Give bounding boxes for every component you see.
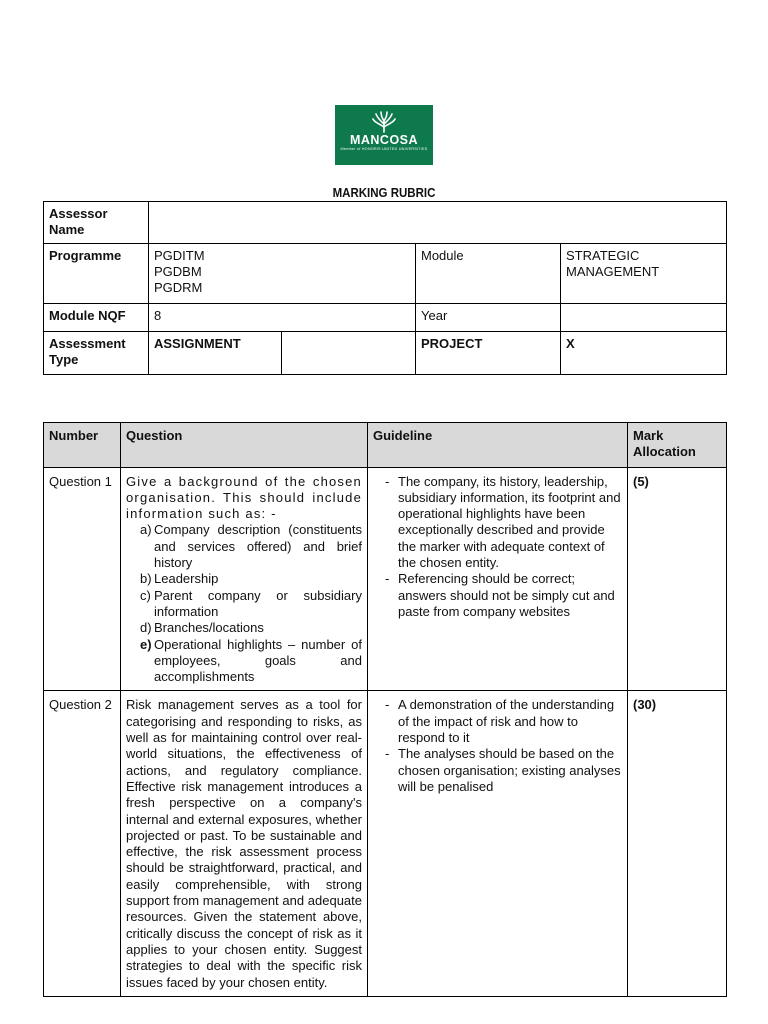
module-label: Module <box>416 243 561 303</box>
list-item: a) Company description (constituents and services offered) and brief history <box>140 522 362 571</box>
assessment-type-label: Assessment Type <box>44 331 149 374</box>
programme-item: PGDITM <box>154 247 205 263</box>
nqf-label: Module NQF <box>44 303 149 331</box>
header-question: Question <box>121 423 368 468</box>
logo-subtitle: Member of HONORIS UNITED UNIVERSITIES <box>340 147 428 151</box>
logo-wordmark: MANCOSA <box>349 133 419 147</box>
header-mark: Mark Allocation <box>628 423 727 468</box>
question-number: Question 1 <box>44 467 121 691</box>
list-item: d) Branches/locations <box>140 620 264 636</box>
module-value: STRATEGIC MANAGEMENT <box>561 243 727 303</box>
page-title: MARKING RUBRIC <box>332 186 436 200</box>
question-text: Risk management serves as a tool for categorising and responding to risks, as well as for maintaining control over real-world situations, the effectiveness of actions, and regulatory compliance. Effective risk management introduces a fresh perspective on a company's internal and external exposures, whether projected or past. To be sustainable and effective, the risk assessment process should be straightforward, practical, and easily comprehensible, with strong support from management and adequate resources. Given the statement above, critically discuss the concept of risk as it applies to your chosen entity. Suggest strategies to deal with the specific risk issues faced by your chosen entity. <box>121 691 368 996</box>
tree-logo-icon <box>371 111 397 133</box>
rubric-header-row <box>44 423 727 468</box>
guideline-items <box>373 474 622 621</box>
nqf-value: 8 <box>149 303 416 331</box>
list-item: - The analyses should be based on the chosen organisation; existing analyses will be penalised <box>385 746 621 794</box>
assessor-row <box>44 202 727 244</box>
list-item: c) Parent company or subsidiary information <box>140 587 362 619</box>
assessor-label: Assessor Name <box>44 202 149 244</box>
programme-list <box>149 243 416 303</box>
rubric-table <box>43 422 727 997</box>
assessor-value <box>149 202 727 244</box>
year-value <box>561 303 727 331</box>
guideline-text <box>368 467 628 691</box>
assessment-row <box>44 331 727 374</box>
programme-label: Programme <box>44 243 149 303</box>
list-item: - The company, its history, leadership, subsidiary information, its footprint and operational highlights have been exceptionally described and provide the marker with adequate context of the chosen entity. <box>385 473 621 571</box>
header-guideline: Guideline <box>368 423 628 468</box>
list-item: b) Leadership <box>140 571 219 587</box>
header-number: Number <box>44 423 121 468</box>
mark-allocation: (5) <box>628 467 727 691</box>
list-item: - Referencing should be correct; answers should not be simply cut and paste from company websites <box>385 571 615 619</box>
year-label: Year <box>416 303 561 331</box>
guideline-items <box>373 697 622 795</box>
question-number: Question 2 <box>44 691 121 996</box>
mark-allocation: (30) <box>628 691 727 996</box>
list-item: e) Operational highlights – number of employees, goals and accomplishments <box>140 636 362 685</box>
info-table <box>43 201 727 375</box>
list-item: - A demonstration of the understanding of the impact of risk and how to respond to it <box>385 697 615 746</box>
programme-row <box>44 243 727 303</box>
guideline-text <box>368 691 628 996</box>
question-intro: Give a background of the chosen organisation. This should include information such as: - <box>126 473 362 522</box>
question-text <box>121 467 368 691</box>
table-row <box>44 691 727 996</box>
table-row <box>44 467 727 691</box>
question-items <box>126 522 362 685</box>
programme-item: PGDRM <box>154 280 203 296</box>
assignment-label: ASSIGNMENT <box>149 331 282 374</box>
project-mark: X <box>561 331 727 374</box>
project-label: PROJECT <box>416 331 561 374</box>
programme-item: PGDBM <box>154 263 202 279</box>
assignment-mark <box>282 331 416 374</box>
nqf-row <box>44 303 727 331</box>
mancosa-logo <box>335 105 433 165</box>
